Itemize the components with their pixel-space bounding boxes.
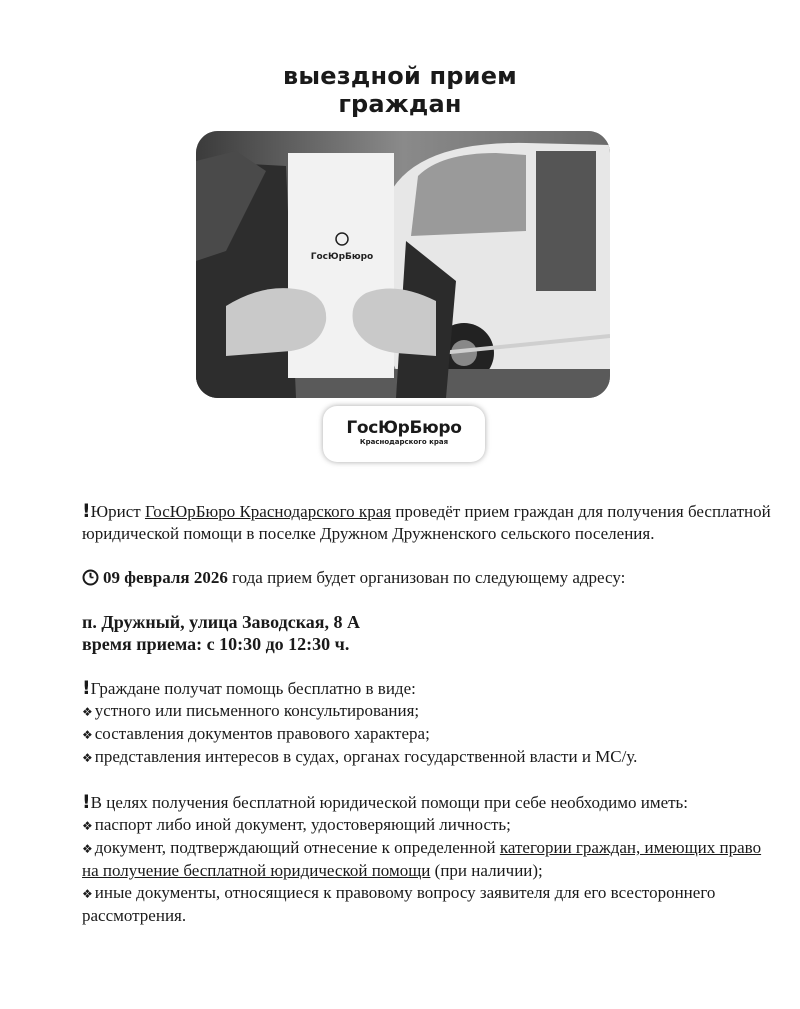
list-item: ❖ составления документов правового характера; [82, 724, 430, 743]
page-title-line-1: выездной прием [282, 62, 517, 90]
logo-subtitle: Краснодарского края [359, 438, 449, 446]
exclamation-icon: ! [82, 791, 91, 813]
schedule-date: 09 февраля 2026 [103, 568, 228, 587]
gosurburo-logo [323, 406, 485, 462]
address-line: п. Дружный, улица Заводская, 8 А [82, 612, 361, 632]
bureau-link[interactable]: ГосЮрБюро Краснодарского края [144, 502, 392, 521]
docs-heading: !В целях получения бесплатной юридической помощи при себе необходимо иметь: [82, 791, 689, 813]
diamond-bullet-icon: ❖ [82, 842, 93, 856]
diamond-bullet-icon: ❖ [82, 887, 93, 901]
intro-text: проведёт прием граждан для получения бесплатной юридической помощи в поселке Дружном Дружненского сельского поселения. [82, 502, 771, 543]
page-title [0, 62, 800, 118]
schedule-line [82, 567, 772, 589]
page-title-line-2: граждан [338, 90, 462, 118]
diamond-bullet-icon: ❖ [82, 819, 93, 833]
exclamation-icon: ! [82, 500, 91, 522]
hero-photo-illustration [196, 131, 610, 398]
list-item: ❖ паспорт либо иной документ, удостоверяющий личность; [82, 815, 511, 834]
diamond-bullet-icon: ❖ [82, 728, 93, 742]
list-item: ❖ устного или письменного консультирования; [82, 701, 420, 720]
brochure-logo-text: ГосЮрБюро [310, 252, 374, 262]
exclamation-icon: ! [82, 677, 91, 699]
intro-prefix: Юрист [90, 502, 145, 521]
eligible-categories-link[interactable]: категории граждан, имеющих право на получение бесплатной юридической помощи [82, 838, 762, 880]
diamond-bullet-icon: ❖ [82, 705, 93, 719]
diamond-bullet-icon: ❖ [82, 751, 93, 765]
logo-name: ГосЮрБюро [346, 418, 462, 438]
clock-icon [82, 569, 99, 586]
list-item: ❖ иные документы, относящиеся к правовому вопросу заявителя для его всестороннего рассмотрения. [82, 883, 716, 925]
reception-hours: время приема: с 10:30 до 12:30 ч. [82, 634, 350, 654]
document-body [82, 500, 772, 927]
list-item: ❖ документ, подтверждающий отнесение к определенной категории граждан, имеющих право на получение бесплатной юридической помощи (при наличии); [82, 838, 762, 880]
intro-paragraph [82, 500, 772, 545]
list-item: ❖ представления интересов в судах, органах государственной власти и МС/у. [82, 747, 638, 766]
help-heading: !Граждане получат помощь бесплатно в виде: [82, 677, 416, 699]
schedule-text: года прием будет организован по следующему адресу: [227, 568, 626, 587]
hero-photo [196, 131, 610, 398]
